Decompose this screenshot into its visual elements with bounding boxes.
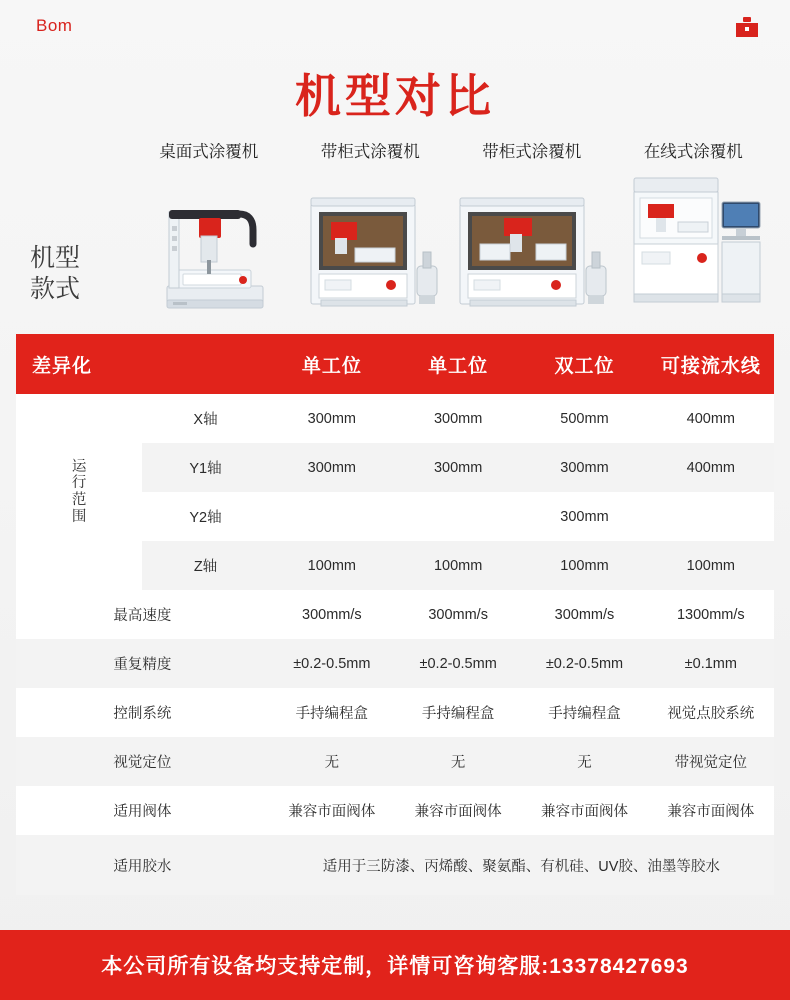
cell-y1-1: 300mm [269,443,395,492]
range-char-4: 围 [71,508,87,525]
cell-valve-4: 兼容市面阀体 [648,786,774,835]
table-row [16,737,774,786]
cell-y2-1 [269,492,395,541]
header-cell-2: 单工位 [395,334,521,394]
machine-image-row [0,168,790,328]
cell-vision-1: 无 [269,737,395,786]
table-row [16,590,774,639]
cell-speed-3: 300mm/s [521,590,647,639]
param-name-vision: 视觉定位 [16,737,269,786]
cell-z-1: 100mm [269,541,395,590]
machine-style-label-line2: 款式 [30,273,81,303]
topbar [0,0,790,56]
header-cell-1: 单工位 [269,334,395,394]
cell-x-2: 300mm [395,394,521,443]
cell-y2-2 [395,492,521,541]
cell-accuracy-2: ±0.2-0.5mm [395,639,521,688]
cell-accuracy-4: ±0.1mm [648,639,774,688]
cell-y1-3: 300mm [521,443,647,492]
machine-image-4 [613,172,775,322]
shop-icon[interactable] [734,14,760,40]
cell-speed-2: 300mm/s [395,590,521,639]
table-header-row [16,334,774,394]
row-group-label-range [16,394,142,590]
header-cell-4: 可接流水线 [648,334,774,394]
brand-logo[interactable]: Bom [36,16,73,35]
cell-accuracy-3: ±0.2-0.5mm [521,639,647,688]
cell-vision-2: 无 [395,737,521,786]
cell-accuracy-1: ±0.2-0.5mm [269,639,395,688]
machine-image-2 [290,172,452,322]
table-row [16,786,774,835]
table-row [16,394,774,443]
range-char-2: 行 [71,475,87,492]
param-name-z: Z轴 [142,541,268,590]
cell-speed-4: 1300mm/s [648,590,774,639]
cell-x-3: 500mm [521,394,647,443]
cell-control-1: 手持编程盒 [269,688,395,737]
machine-style-label [16,242,128,323]
model-name-row [0,138,790,168]
model-col-1 [128,138,290,168]
cell-y1-4: 400mm [648,443,774,492]
model-name-4: 在线式涂覆机 [643,143,743,161]
range-char-1: 运 [71,458,87,475]
cell-valve-2: 兼容市面阀体 [395,786,521,835]
header-cell-diff: 差异化 [16,334,269,394]
param-name-speed: 最高速度 [16,590,269,639]
param-name-control: 控制系统 [16,688,269,737]
cell-vision-4: 带视觉定位 [648,737,774,786]
cell-control-3: 手持编程盒 [521,688,647,737]
page-title: 机型对比 [295,69,495,123]
cell-y2-4 [648,492,774,541]
param-name-glue: 适用胶水 [16,835,269,895]
cell-control-2: 手持编程盒 [395,688,521,737]
model-name-1: 桌面式涂覆机 [159,143,259,161]
table-row [16,639,774,688]
param-name-y1: Y1轴 [142,443,268,492]
machine-image-3 [451,172,613,322]
model-col-3 [451,138,613,168]
cell-z-3: 100mm [521,541,647,590]
model-name-2: 带柜式涂覆机 [320,143,420,161]
cell-z-4: 100mm [648,541,774,590]
header-cell-3: 双工位 [521,334,647,394]
model-row-spacer [16,138,128,168]
footer-banner [0,930,790,1000]
param-name-valve: 适用阀体 [16,786,269,835]
table-row [16,688,774,737]
cell-y1-2: 300mm [395,443,521,492]
cell-x-4: 400mm [648,394,774,443]
cell-x-1: 300mm [269,394,395,443]
machine-style-label-line1: 机型 [30,242,81,272]
cell-valve-3: 兼容市面阀体 [521,786,647,835]
cell-y2-3: 300mm [521,492,647,541]
cell-control-4: 视觉点胶系统 [648,688,774,737]
cell-vision-3: 无 [521,737,647,786]
table-row [16,835,774,895]
machine-image-1 [128,172,290,322]
param-name-x: X轴 [142,394,268,443]
cell-glue-value: 适用于三防漆、丙烯酸、聚氨酯、有机硅、UV胶、油墨等胶水 [269,835,774,895]
cell-z-2: 100mm [395,541,521,590]
model-col-2 [290,138,452,168]
param-name-accuracy: 重复精度 [16,639,269,688]
cell-speed-1: 300mm/s [269,590,395,639]
footer-text: 本公司所有设备均支持定制，详情可咨询客服:13378427693 [101,955,689,978]
model-col-4 [613,138,775,168]
cell-valve-1: 兼容市面阀体 [269,786,395,835]
model-name-3: 带柜式涂覆机 [482,143,582,161]
param-name-y2: Y2轴 [142,492,268,541]
comparison-table [16,334,774,895]
range-char-3: 范 [71,492,87,508]
